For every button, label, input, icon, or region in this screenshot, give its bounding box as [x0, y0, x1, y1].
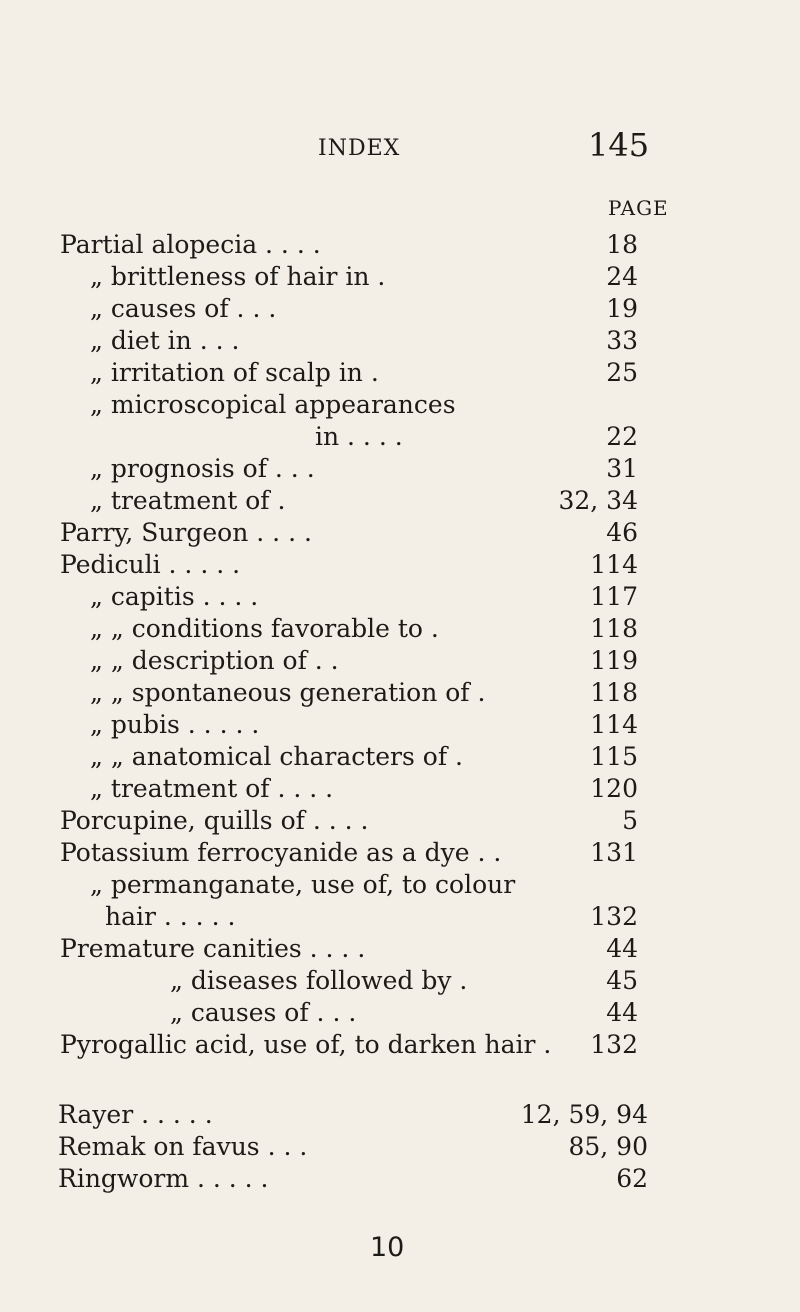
folio: 10	[370, 1232, 405, 1263]
entry-label: „ treatment of .	[90, 486, 286, 515]
index-entry	[60, 676, 638, 710]
index-entry	[60, 804, 638, 838]
index-entry	[60, 580, 638, 614]
index-entry	[60, 292, 638, 326]
entry-label: „ causes of . . .	[170, 998, 357, 1027]
entry-page: 119	[590, 646, 638, 675]
entry-page: 114	[590, 550, 638, 579]
entry-label: „ „ conditions favorable to .	[90, 614, 439, 643]
index-entry	[60, 516, 638, 550]
index-entry	[60, 548, 638, 582]
entry-page: 44	[606, 934, 638, 963]
entry-label: „ „ anatomical characters of .	[90, 742, 463, 771]
entry-label: Pediculi . . . . .	[60, 550, 241, 579]
entry-page: 24	[606, 262, 638, 291]
entry-label: „ „ spontaneous generation of .	[90, 678, 486, 707]
entry-page: 131	[590, 838, 638, 867]
index-entry	[58, 1162, 648, 1196]
entry-label: „ „ description of . .	[90, 646, 339, 675]
index-entry	[60, 420, 638, 454]
entry-page: 32, 34	[558, 486, 638, 515]
index-entry	[60, 868, 638, 902]
index-entry	[60, 644, 638, 678]
entry-page: 18	[606, 230, 638, 259]
entry-label: „ permanganate, use of, to colour	[90, 870, 516, 899]
entry-label: Pyrogallic acid, use of, to darken hair .	[60, 1030, 552, 1059]
entry-page: 132	[590, 1030, 638, 1059]
entry-page: 46	[606, 518, 638, 547]
entry-label: „ diet in . . .	[90, 326, 240, 355]
entry-label: Porcupine, quills of . . . .	[60, 806, 369, 835]
entry-page: 12, 59, 94	[520, 1100, 648, 1129]
entry-page: 115	[590, 742, 638, 771]
entry-page: 19	[606, 294, 638, 323]
entry-page: 114	[590, 710, 638, 739]
entry-label: Rayer . . . . .	[58, 1100, 213, 1129]
entry-page: 120	[590, 774, 638, 803]
entry-label: „ pubis . . . . .	[90, 710, 260, 739]
entry-label: Parry, Surgeon . . . .	[60, 518, 312, 547]
entry-label: hair . . . . .	[105, 902, 236, 931]
index-entry	[60, 452, 638, 486]
index-entry	[58, 1098, 648, 1132]
index-entry	[60, 260, 638, 294]
entry-page: 117	[590, 582, 638, 611]
entry-label: „ brittleness of hair in .	[90, 262, 386, 291]
entry-page: 5	[622, 806, 638, 835]
index-entry	[60, 932, 638, 966]
entry-label: „ causes of . . .	[90, 294, 277, 323]
index-entry	[60, 388, 638, 422]
entry-page: 44	[606, 998, 638, 1027]
entry-label: „ capitis . . . .	[90, 582, 259, 611]
entry-page: 33	[606, 326, 638, 355]
entry-page: 45	[606, 966, 638, 995]
index-entry	[60, 356, 638, 390]
index-entry	[60, 708, 638, 742]
entry-label: Ringworm . . . . .	[58, 1164, 269, 1193]
entry-label: „ microscopical appearances	[90, 390, 456, 419]
page-column-label: PAGE	[608, 196, 669, 220]
entry-label: „ treatment of . . . .	[90, 774, 334, 803]
index-entry	[58, 1130, 648, 1164]
index-entry	[60, 324, 638, 358]
entry-page: 118	[590, 678, 638, 707]
entry-page: 118	[590, 614, 638, 643]
entry-page: 85, 90	[568, 1132, 648, 1161]
index-entry	[60, 484, 638, 518]
running-head-title: INDEX	[318, 136, 401, 161]
index-entry	[60, 740, 638, 774]
entry-page: 31	[606, 454, 638, 483]
entry-page: 25	[606, 358, 638, 387]
entry-label: „ diseases followed by .	[170, 966, 468, 995]
index-entry	[60, 900, 638, 934]
index-entry	[60, 996, 638, 1030]
entry-label: Premature canities . . . .	[60, 934, 366, 963]
index-entry	[60, 228, 638, 262]
index-entry	[60, 612, 638, 646]
entry-page: 22	[606, 422, 638, 451]
entry-label: „ irritation of scalp in .	[90, 358, 379, 387]
entry-label: in . . . .	[315, 422, 403, 451]
index-entry	[60, 836, 638, 870]
entry-label: Potassium ferrocyanide as a dye . .	[60, 838, 502, 867]
page-number: 145	[588, 126, 650, 164]
index-entry	[60, 772, 638, 806]
entry-page: 62	[616, 1164, 648, 1193]
index-entry	[60, 1028, 638, 1062]
entry-page: 132	[590, 902, 638, 931]
entry-label: „ prognosis of . . .	[90, 454, 315, 483]
index-entry	[60, 964, 638, 998]
entry-label: Remak on favus . . .	[58, 1132, 308, 1161]
entry-label: Partial alopecia . . . .	[60, 230, 321, 259]
